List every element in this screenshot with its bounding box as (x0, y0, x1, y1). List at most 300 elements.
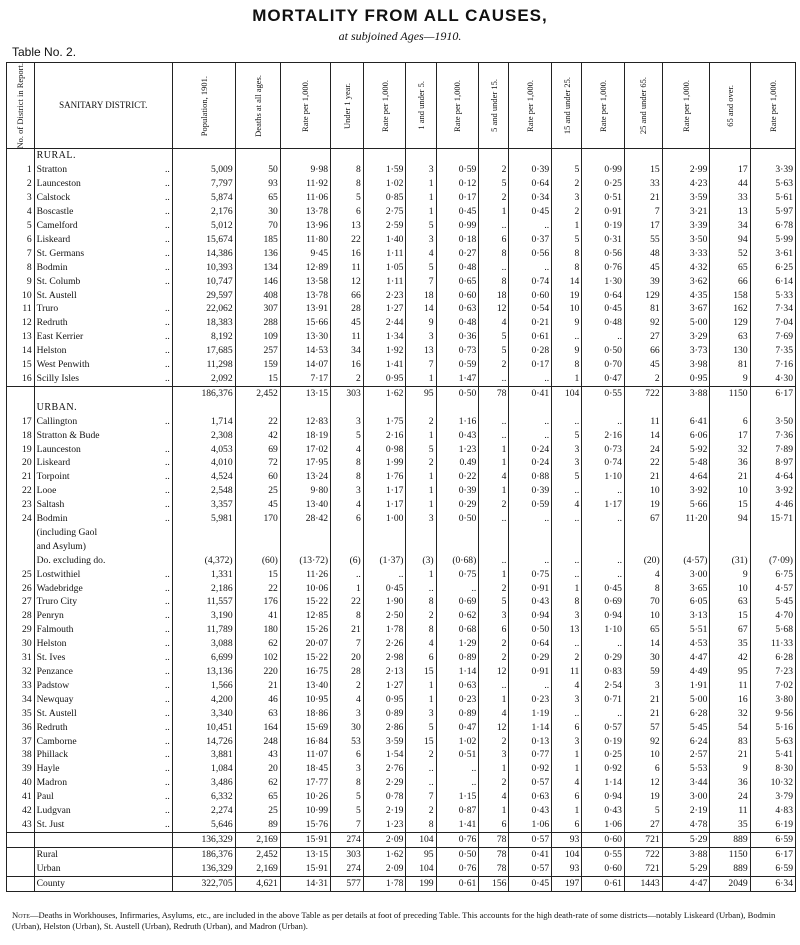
table-cell: 3·61 (750, 247, 795, 261)
leader-dots: .. (165, 791, 170, 803)
table-cell: 7 (624, 205, 662, 219)
leader-dots: .. (165, 638, 170, 650)
table-cell: 8 (406, 818, 436, 832)
table-cell: 0·55 (582, 847, 625, 861)
district-name: Camborne .. (34, 735, 172, 749)
district-number: 5 (7, 219, 35, 233)
table-cell: 1·06 (509, 818, 552, 832)
table-cell: 1 (479, 762, 509, 776)
table-cell: 0·77 (509, 748, 552, 762)
table-cell (172, 526, 235, 540)
table-cell: 1·41 (363, 358, 406, 372)
leader-dots: .. (165, 359, 170, 371)
table-cell: 4 (479, 790, 509, 804)
table-cell: 13·15 (280, 386, 330, 400)
table-cell: 0·65 (436, 275, 479, 289)
table-cell: 30 (624, 651, 662, 665)
table-cell: 78 (479, 386, 509, 400)
table-row (7, 443, 796, 457)
table-cell: (1·37) (363, 554, 406, 568)
table-cell: 13·40 (280, 679, 330, 693)
table-cell: 0·62 (436, 609, 479, 623)
district-number (7, 386, 35, 400)
table-cell: 21 (710, 470, 750, 484)
table-cell: 63 (235, 707, 280, 721)
table-cell: 14·07 (280, 358, 330, 372)
table-cell: 10 (552, 302, 582, 316)
table-row (7, 707, 796, 721)
table-cell: 8 (331, 776, 364, 790)
leader-dots: .. (165, 735, 170, 747)
table-cell: 164 (235, 721, 280, 735)
district-name: Boscastle .. (34, 205, 172, 219)
district-number: 8 (7, 261, 35, 275)
district-name (34, 386, 172, 400)
table-cell: 129 (710, 316, 750, 330)
table-cell: 2·23 (363, 289, 406, 303)
table-cell: 55 (624, 233, 662, 247)
table-cell: 0·37 (509, 233, 552, 247)
table-cell: 9·98 (280, 163, 330, 177)
table-cell (750, 149, 795, 163)
total-row (7, 386, 796, 400)
table-cell (406, 526, 436, 540)
leader-dots: .. (165, 457, 170, 469)
table-cell: 6·19 (750, 818, 795, 832)
table-cell: 722 (624, 386, 662, 400)
table-cell: 4 (331, 693, 364, 707)
table-cell: 2·76 (363, 762, 406, 776)
table-cell: 0·78 (363, 790, 406, 804)
table-cell: 2 (552, 205, 582, 219)
table-cell: 303 (331, 386, 364, 400)
table-cell: 6·24 (662, 735, 710, 749)
table-cell: 13,136 (172, 665, 235, 679)
table-cell: 2 (331, 679, 364, 693)
table-cell (436, 526, 479, 540)
table-row (7, 219, 796, 233)
table-cell: .. (363, 568, 406, 582)
leader-dots: .. (165, 749, 170, 761)
table-cell: 0·92 (509, 762, 552, 776)
table-cell: 0·48 (436, 316, 479, 330)
table-cell: 8·97 (750, 456, 795, 470)
table-cell: 1·27 (363, 679, 406, 693)
table-cell (552, 149, 582, 163)
table-cell: 95 (406, 386, 436, 400)
district-name: Redruth .. (34, 316, 172, 330)
column-header-label: 65 and over. (725, 84, 735, 127)
table-cell: 197 (552, 876, 582, 891)
table-cell: 3 (331, 762, 364, 776)
table-cell: 9·80 (280, 484, 330, 498)
table-cell: 4 (331, 498, 364, 512)
district-name: Truro .. (34, 302, 172, 316)
table-cell (235, 526, 280, 540)
table-cell: 1·47 (436, 372, 479, 386)
table-cell: 1·05 (363, 261, 406, 275)
table-cell: 0·50 (436, 512, 479, 526)
table-cell: 53 (331, 735, 364, 749)
table-cell: 27 (624, 818, 662, 832)
table-cell: 15 (710, 498, 750, 512)
table-cell: 10 (624, 748, 662, 762)
table-cell: 6·59 (750, 832, 795, 847)
table-cell: 0·47 (436, 721, 479, 735)
district-number: 36 (7, 721, 35, 735)
column-header-label: SANITARY DISTRICT. (59, 100, 148, 111)
table-cell: .. (509, 679, 552, 693)
table-cell: 9 (710, 762, 750, 776)
table-cell: 17 (624, 219, 662, 233)
table-cell: 257 (235, 344, 280, 358)
table-cell: 4·78 (662, 818, 710, 832)
table-cell: 9·56 (750, 707, 795, 721)
table-cell: 0·91 (582, 205, 625, 219)
table-cell: 0·60 (582, 862, 625, 876)
table-cell: 186,376 (172, 847, 235, 861)
table-row (7, 595, 796, 609)
table-cell: 3·39 (750, 163, 795, 177)
district-number: 34 (7, 693, 35, 707)
district-name: Stratton .. (34, 163, 172, 177)
column-header (552, 63, 582, 149)
table-cell (479, 401, 509, 415)
table-cell: 6·78 (750, 219, 795, 233)
table-cell: 65 (235, 790, 280, 804)
table-cell: 15·91 (280, 832, 330, 847)
leader-dots: .. (165, 192, 170, 204)
district-name: Wadebridge .. (34, 582, 172, 596)
table-cell: 1 (552, 762, 582, 776)
table-cell: 0·21 (509, 316, 552, 330)
table-cell: 6 (479, 818, 509, 832)
table-cell: 0·95 (363, 693, 406, 707)
table-cell: 0·94 (582, 609, 625, 623)
table-cell: 7·36 (750, 429, 795, 443)
table-cell: 5 (552, 470, 582, 484)
table-cell (509, 526, 552, 540)
table-cell: 3 (552, 693, 582, 707)
table-cell: 10 (710, 582, 750, 596)
table-cell: 104 (406, 832, 436, 847)
column-header (280, 63, 330, 149)
table-cell: 0·18 (436, 233, 479, 247)
table-cell: 1 (552, 748, 582, 762)
table-cell: 0·50 (582, 344, 625, 358)
table-cell: 36 (710, 776, 750, 790)
header-row (7, 63, 796, 149)
table-cell: 4·46 (750, 498, 795, 512)
district-name: Camelford .. (34, 219, 172, 233)
table-cell (235, 149, 280, 163)
table-cell: 6·17 (750, 847, 795, 861)
table-cell (280, 526, 330, 540)
leader-dots: .. (165, 164, 170, 176)
table-cell: 10 (710, 484, 750, 498)
table-cell: 18 (479, 289, 509, 303)
table-cell: 12 (479, 302, 509, 316)
table-cell: 170 (235, 512, 280, 526)
table-cell: 0·45 (363, 582, 406, 596)
table-cell: 5,874 (172, 191, 235, 205)
table-cell: 5 (331, 790, 364, 804)
table-cell: 185 (235, 233, 280, 247)
table-cell: .. (436, 582, 479, 596)
table-cell: 129 (624, 289, 662, 303)
table-cell: 93 (552, 832, 582, 847)
table-cell: 5·61 (750, 191, 795, 205)
table-cell: 65 (710, 261, 750, 275)
table-cell: 2·26 (363, 637, 406, 651)
table-cell: 63 (710, 330, 750, 344)
district-name: Bodmin .. (34, 512, 172, 526)
table-cell: 3 (406, 233, 436, 247)
table-cell: .. (582, 554, 625, 568)
table-cell: 17 (710, 429, 750, 443)
table-cell: 5·29 (662, 862, 710, 876)
table-cell: 15·22 (280, 595, 330, 609)
table-cell: 4·53 (662, 637, 710, 651)
table-cell: 15 (624, 163, 662, 177)
table-cell: 0·24 (509, 456, 552, 470)
table-cell: 89 (235, 818, 280, 832)
district-name: Truro City .. (34, 595, 172, 609)
table-cell: 1·41 (436, 818, 479, 832)
table-cell: 2 (406, 748, 436, 762)
table-cell: 5·45 (750, 595, 795, 609)
table-cell: 3·73 (662, 344, 710, 358)
table-cell: 6·14 (750, 275, 795, 289)
table-cell: 0·64 (582, 289, 625, 303)
leader-dots: .. (165, 707, 170, 719)
table-cell: 5·33 (750, 289, 795, 303)
table-cell: 5·41 (750, 748, 795, 762)
table-cell: 1·02 (436, 735, 479, 749)
table-cell: 57 (624, 721, 662, 735)
table-cell: 5 (406, 721, 436, 735)
table-cell: 1·54 (363, 748, 406, 762)
table-cell: 0·69 (582, 595, 625, 609)
table-cell: 15·66 (280, 316, 330, 330)
table-cell: 11 (331, 330, 364, 344)
table-row (7, 582, 796, 596)
table-cell: 2,169 (235, 862, 280, 876)
table-cell: 50 (235, 163, 280, 177)
table-cell: 1,331 (172, 568, 235, 582)
district-number: 11 (7, 302, 35, 316)
table-cell: 4 (479, 316, 509, 330)
district-name: Launceston .. (34, 443, 172, 457)
table-cell: 14 (624, 429, 662, 443)
table-cell: 3·21 (662, 205, 710, 219)
leader-dots: .. (165, 178, 170, 190)
table-cell: 2·09 (363, 832, 406, 847)
table-cell: 6·25 (750, 261, 795, 275)
table-cell: 3,190 (172, 609, 235, 623)
district-name: Liskeard .. (34, 456, 172, 470)
table-cell: 0·50 (509, 623, 552, 637)
table-cell: 7 (406, 275, 436, 289)
table-cell: 8 (479, 247, 509, 261)
table-cell: 22 (235, 582, 280, 596)
district-number: 19 (7, 443, 35, 457)
table-cell: 8 (406, 623, 436, 637)
table-cell: .. (406, 776, 436, 790)
column-header-label: 25 and under 65. (638, 77, 649, 135)
table-cell: 3·00 (662, 790, 710, 804)
table-cell: 12 (479, 721, 509, 735)
table-cell (552, 540, 582, 554)
district-name: Scilly Isles .. (34, 372, 172, 386)
table-cell: 6 (406, 651, 436, 665)
table-cell: 6·06 (662, 429, 710, 443)
table-row (7, 540, 796, 554)
table-cell: 3,357 (172, 498, 235, 512)
table-row (7, 790, 796, 804)
table-cell: 16 (331, 247, 364, 261)
district-name: West Penwith .. (34, 358, 172, 372)
table-cell: 5·16 (750, 721, 795, 735)
district-name: Penryn .. (34, 609, 172, 623)
district-name: Saltash .. (34, 498, 172, 512)
table-cell: 35 (710, 637, 750, 651)
district-name: Hayle .. (34, 762, 172, 776)
table-cell: 28·42 (280, 512, 330, 526)
leader-dots: .. (165, 443, 170, 455)
table-row (7, 818, 796, 832)
table-cell: 11 (552, 665, 582, 679)
table-cell: 8 (479, 275, 509, 289)
table-cell: 3 (406, 163, 436, 177)
table-cell: 32 (710, 443, 750, 457)
table-cell: 8 (624, 582, 662, 596)
table-cell: 199 (406, 876, 436, 891)
table-cell (436, 401, 479, 415)
table-cell: 11·20 (662, 512, 710, 526)
table-cell: 1·14 (436, 665, 479, 679)
table-row (7, 372, 796, 386)
table-cell: 104 (552, 386, 582, 400)
table-row (7, 302, 796, 316)
district-number: 29 (7, 623, 35, 637)
leader-dots: .. (165, 624, 170, 636)
table-cell: 0·95 (662, 372, 710, 386)
column-header (662, 63, 710, 149)
table-cell: 1·17 (363, 498, 406, 512)
table-cell: 6 (710, 415, 750, 429)
table-cell: 11 (710, 804, 750, 818)
table-cell: 1·17 (582, 498, 625, 512)
table-row (7, 693, 796, 707)
table-cell: 72 (235, 456, 280, 470)
leader-dots: .. (165, 582, 170, 594)
table-cell: 27 (624, 330, 662, 344)
table-cell: .. (582, 415, 625, 429)
leader-dots: .. (165, 679, 170, 691)
table-cell: 5 (479, 344, 509, 358)
table-cell: 2·16 (363, 429, 406, 443)
table-cell: 0·17 (436, 191, 479, 205)
table-cell: 0·43 (436, 429, 479, 443)
table-cell: 0·45 (582, 302, 625, 316)
table-cell: 4,053 (172, 443, 235, 457)
table-cell (582, 401, 625, 415)
table-cell (406, 540, 436, 554)
table-cell: 12 (624, 776, 662, 790)
table-cell: 5 (552, 233, 582, 247)
table-cell: (4,372) (172, 554, 235, 568)
table-cell (331, 401, 364, 415)
table-row (7, 526, 796, 540)
table-cell: 1·23 (363, 818, 406, 832)
district-name: Launceston .. (34, 177, 172, 191)
table-cell: 1150 (710, 386, 750, 400)
table-cell: 0·19 (582, 219, 625, 233)
table-cell: 48 (624, 247, 662, 261)
table-cell: 2·57 (662, 748, 710, 762)
table-cell: 1·16 (436, 415, 479, 429)
district-name: Phillack .. (34, 748, 172, 762)
table-cell: 1·11 (363, 247, 406, 261)
table-cell: 0·64 (509, 637, 552, 651)
table-cell: .. (509, 415, 552, 429)
table-cell: 1443 (624, 876, 662, 891)
table-cell (172, 149, 235, 163)
table-cell: 66 (624, 344, 662, 358)
table-cell: 17,685 (172, 344, 235, 358)
table-cell: 1 (479, 804, 509, 818)
table-cell: 1·76 (363, 470, 406, 484)
table-cell: 1·30 (582, 275, 625, 289)
table-cell: 4 (479, 470, 509, 484)
table-cell: 1·29 (436, 637, 479, 651)
table-row (7, 330, 796, 344)
table-cell: 5·48 (662, 456, 710, 470)
table-cell: 10·95 (280, 693, 330, 707)
table-cell: 14 (552, 275, 582, 289)
table-cell: 3·50 (750, 415, 795, 429)
table-cell: 0·70 (582, 358, 625, 372)
column-header (750, 63, 795, 149)
table-cell (363, 540, 406, 554)
table-cell: 17·77 (280, 776, 330, 790)
district-number (7, 847, 35, 861)
table-cell: 5 (479, 177, 509, 191)
table-cell: 81 (710, 358, 750, 372)
table-number: Table No. 2. (12, 45, 77, 59)
district-name: Torpoint .. (34, 470, 172, 484)
table-row (7, 177, 796, 191)
table-cell (582, 540, 625, 554)
table-cell: 4 (552, 498, 582, 512)
district-number (7, 862, 35, 876)
district-name: Madron .. (34, 776, 172, 790)
table-cell: 21 (624, 693, 662, 707)
note-label: Note (12, 910, 30, 920)
table-cell: 5·00 (662, 693, 710, 707)
table-cell: 11·26 (280, 568, 330, 582)
table-cell: 0·71 (582, 693, 625, 707)
district-number: 9 (7, 275, 35, 289)
table-row (7, 498, 796, 512)
table-cell: 6 (331, 205, 364, 219)
mortality-table (6, 62, 796, 892)
table-cell: 10·26 (280, 790, 330, 804)
table-cell: 6 (331, 512, 364, 526)
table-cell: 307 (235, 302, 280, 316)
table-cell: 0·76 (436, 862, 479, 876)
